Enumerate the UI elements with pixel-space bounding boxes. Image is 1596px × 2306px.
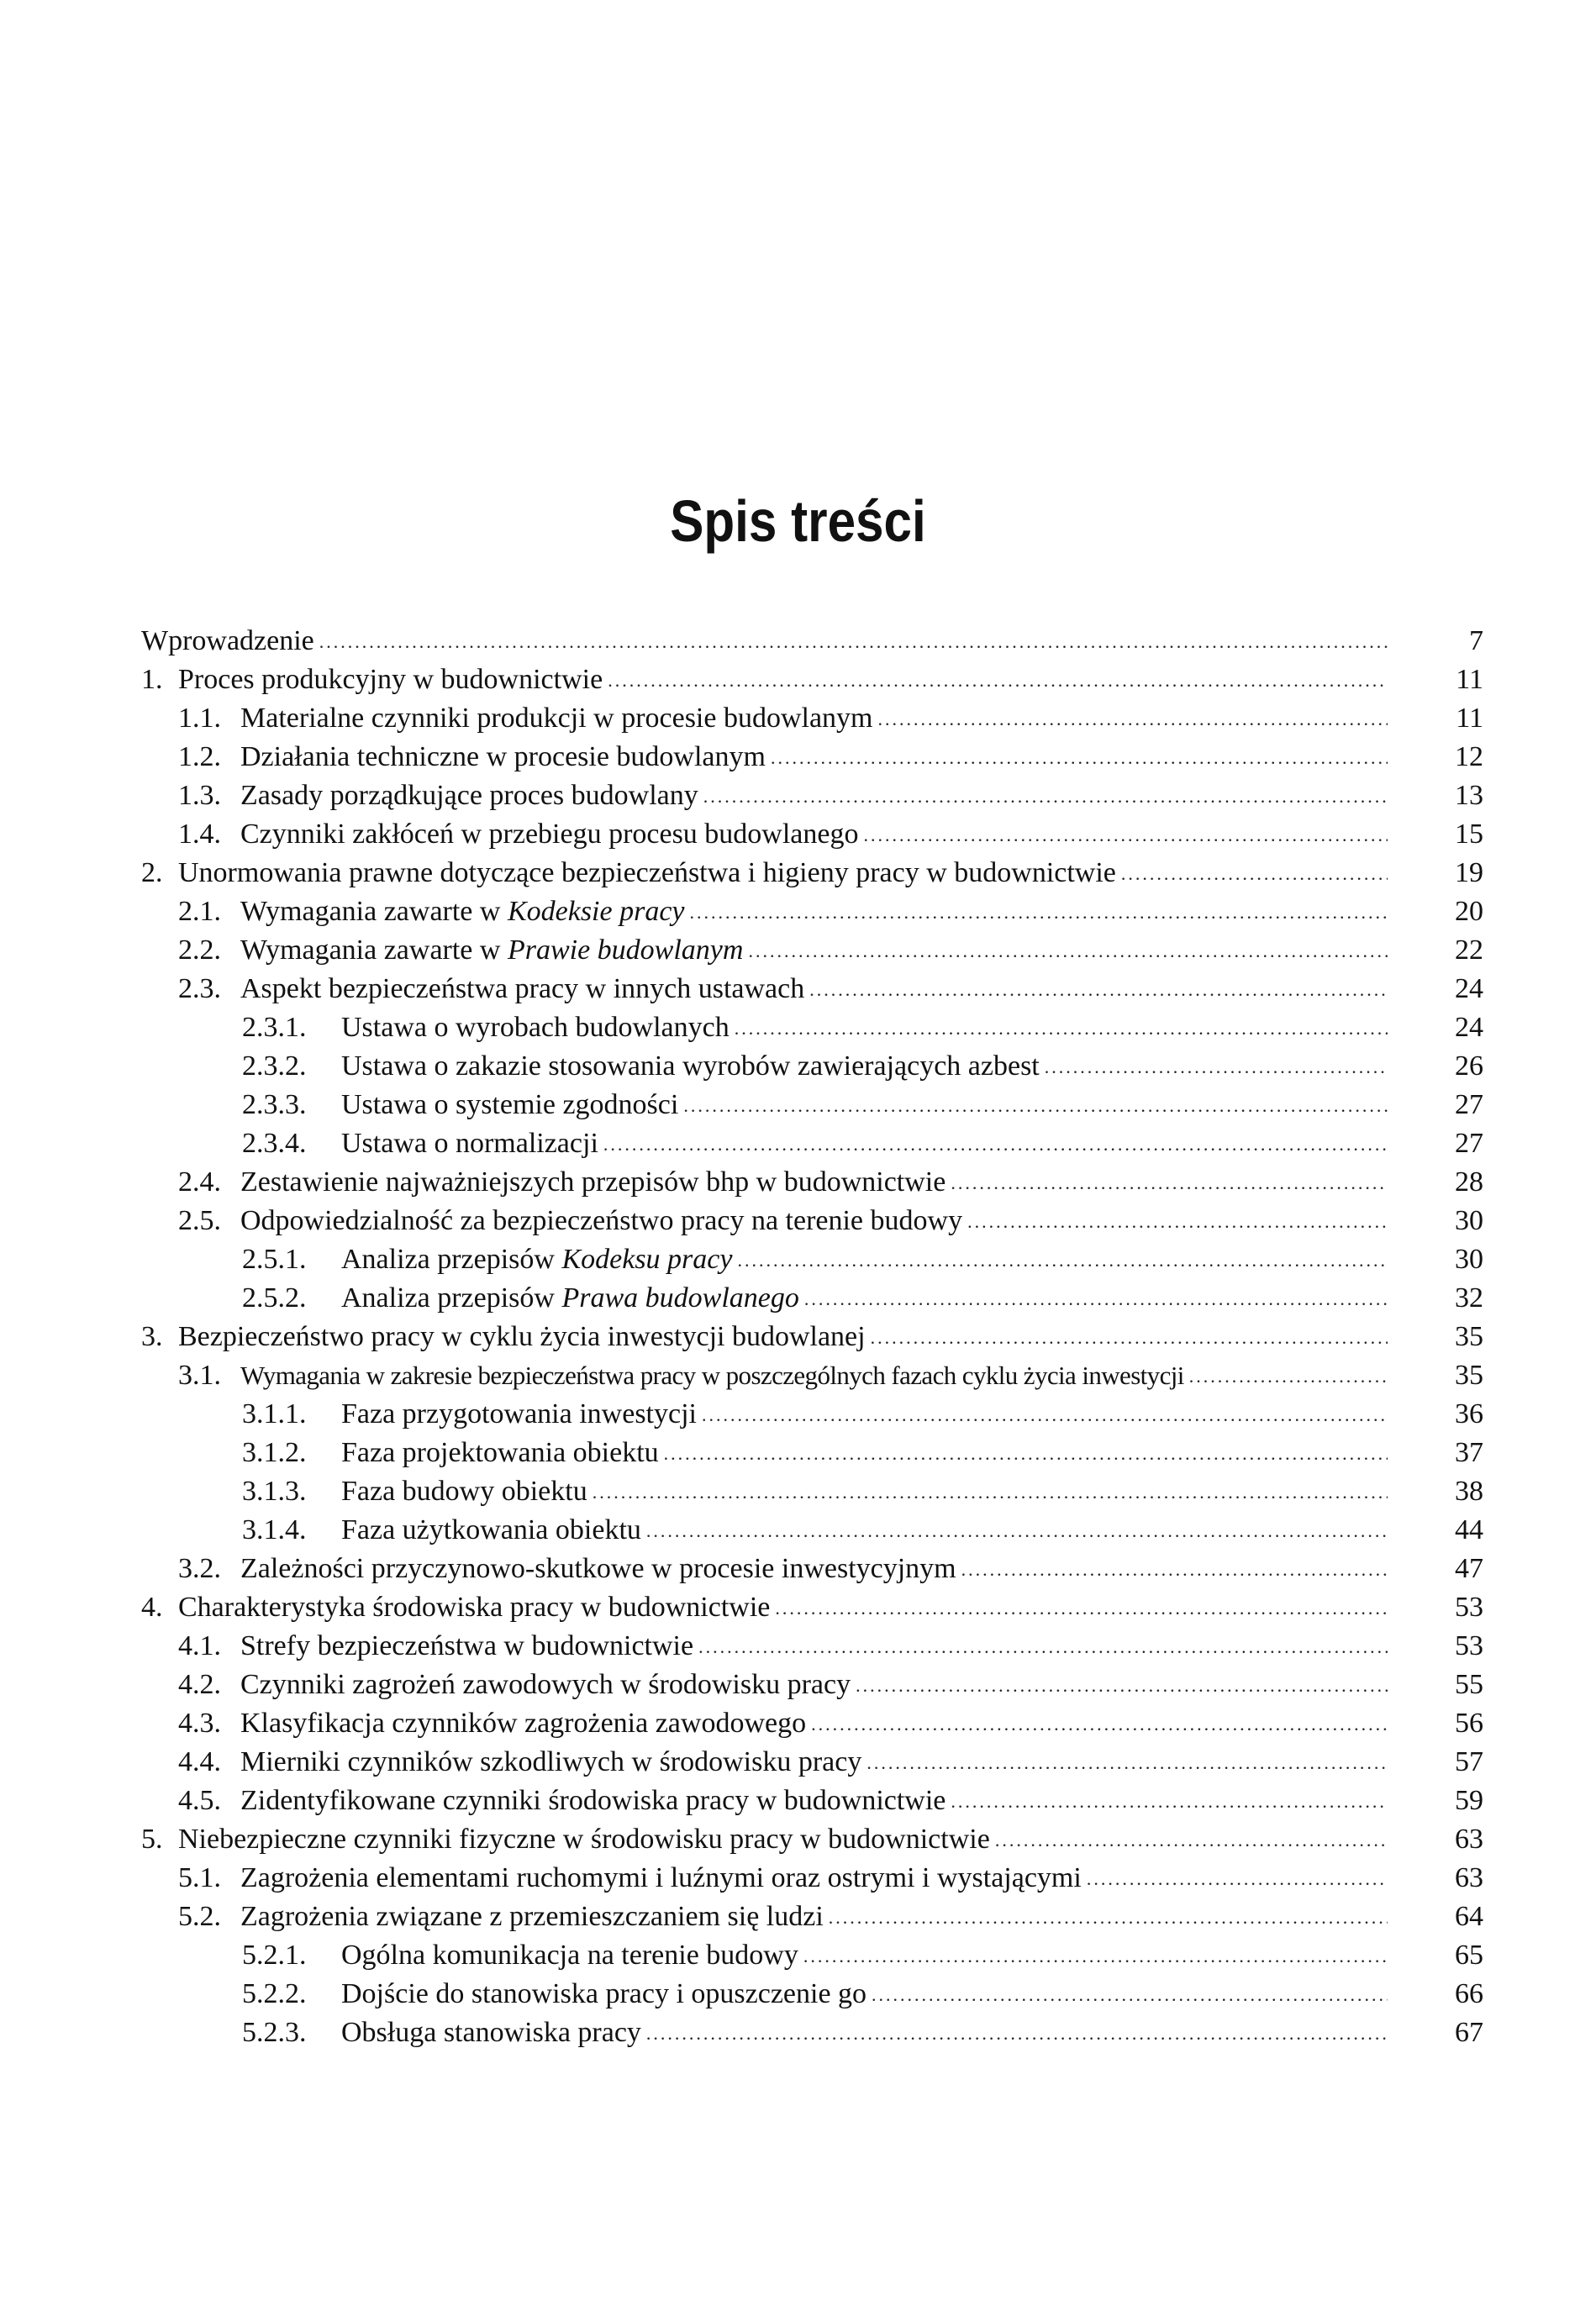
toc-entry-title: Czynniki zagrożeń zawodowych w środowisku pracy (240, 1669, 851, 1700)
toc-dot-leader (603, 1125, 1388, 1164)
toc-entry-number: 2.5.2. (242, 1282, 307, 1314)
toc-dot-leader (809, 971, 1388, 1009)
toc-entry[interactable] (178, 815, 1391, 854)
toc-entry[interactable] (141, 1588, 1391, 1627)
toc-dot-leader (664, 1435, 1388, 1473)
toc-entry-page-number: 32 (1455, 1282, 1483, 1314)
toc-dot-leader (646, 1512, 1388, 1550)
toc-dot-leader (863, 816, 1388, 855)
toc-dot-leader (1121, 855, 1388, 893)
toc-entry[interactable] (178, 1356, 1391, 1395)
toc-dot-leader (866, 1744, 1388, 1782)
toc-entry[interactable] (242, 2014, 1391, 2052)
toc-entry-page-number: 64 (1455, 1901, 1483, 1932)
toc-dot-leader (803, 1937, 1388, 1976)
toc-entry-number: 5. (141, 1824, 163, 1855)
toc-dot-leader (811, 1705, 1388, 1744)
toc-entry[interactable] (242, 1240, 1391, 1279)
toc-entry-title: Faza przygotowania inwestycji (341, 1398, 697, 1429)
toc-entry-number: 1.1. (178, 703, 221, 734)
toc-entry-number: 2.3.1. (242, 1012, 307, 1043)
toc-entry-number: 4.5. (178, 1785, 221, 1816)
toc-entry-page-number: 27 (1455, 1089, 1483, 1120)
toc-entry-title: Ustawa o wyrobach budowlanych (341, 1012, 730, 1043)
toc-dot-leader (804, 1280, 1388, 1319)
toc-entry[interactable] (141, 661, 1391, 699)
toc-entry-number: 5.2.2. (242, 1978, 307, 2009)
toc-dot-leader (646, 2014, 1388, 2053)
toc-entry-page-number: 63 (1455, 1862, 1483, 1893)
toc-entry-number: 2.5. (178, 1205, 221, 1236)
toc-entry-title: Zasady porządkujące proces budowlany (240, 780, 698, 811)
toc-entry-title-italic: Kodeksu pracy (561, 1244, 733, 1275)
toc-entry[interactable] (178, 1627, 1391, 1666)
toc-entry[interactable] (178, 1743, 1391, 1782)
toc-entry-page-number: 15 (1455, 819, 1483, 850)
toc-dot-leader (737, 1241, 1388, 1280)
toc-entry[interactable] (178, 1666, 1391, 1704)
toc-entry-title-prefix: Analiza przepisów (341, 1244, 562, 1275)
toc-dot-leader (1189, 1357, 1388, 1396)
toc-entry-title: Materialne czynniki produkcji w procesie budowlanym (240, 703, 873, 734)
toc-entry-page-number: 53 (1455, 1630, 1483, 1661)
toc-entry-title: Działania techniczne w procesie budowlanym (240, 741, 766, 772)
toc-entry[interactable] (242, 1936, 1391, 1975)
toc-entry-title (341, 1279, 799, 1318)
toc-entry[interactable] (242, 1047, 1391, 1086)
toc-entry-number: 4.1. (178, 1630, 221, 1661)
toc-entry-page-number: 11 (1456, 703, 1483, 734)
toc-entry-page-number: 28 (1455, 1166, 1483, 1198)
toc-entry-title: Aspekt bezpieczeństwa pracy w innych ustawach (240, 973, 805, 1004)
toc-entry[interactable] (242, 1395, 1391, 1434)
toc-entry-title-prefix: Wymagania zawarte w (240, 935, 508, 966)
toc-entry-title: Strefy bezpieczeństwa w budownictwie (240, 1630, 694, 1661)
toc-entry[interactable] (178, 1202, 1391, 1240)
toc-dot-leader (702, 1396, 1388, 1435)
toc-dot-leader (608, 661, 1388, 700)
toc-dot-leader (951, 1782, 1388, 1821)
toc-entry-number: 1. (141, 664, 163, 695)
toc-entry-title: Proces produkcyjny w budownictwie (178, 664, 603, 695)
toc-entry-title: Ogólna komunikacja na terenie budowy (341, 1940, 798, 1971)
toc-entry-page-number: 19 (1455, 857, 1483, 888)
toc-entry[interactable] (178, 892, 1391, 931)
toc-entry-page-number: 65 (1455, 1940, 1483, 1971)
toc-entry-page-number: 7 (1469, 625, 1483, 656)
toc-entry-number: 2.5.1. (242, 1244, 307, 1275)
toc-entry-title-prefix: Analiza przepisów (341, 1282, 562, 1314)
toc-entry-number: 2.3.4. (242, 1128, 307, 1159)
toc-entry-number: 3.1.4. (242, 1514, 307, 1545)
toc-entry-title: Ustawa o systemie zgodności (341, 1089, 679, 1120)
toc-entry[interactable] (141, 622, 1391, 661)
toc-entry-title-prefix: Wymagania zawarte w (240, 896, 508, 927)
toc-entry-number: 2.4. (178, 1166, 221, 1198)
toc-entry-title: Dojście do stanowiska pracy i opuszczenie go (341, 1978, 867, 2009)
toc-entry-page-number: 30 (1455, 1244, 1483, 1275)
toc-entry[interactable] (242, 1472, 1391, 1511)
toc-dot-leader (872, 1976, 1388, 2014)
toc-entry-title: Niebezpieczne czynniki fizyczne w środowisku pracy w budownictwie (178, 1824, 990, 1855)
toc-entry-page-number: 20 (1455, 896, 1483, 927)
toc-entry-page-number: 35 (1455, 1360, 1483, 1391)
toc-dot-leader (735, 1009, 1388, 1048)
toc-dot-leader (698, 1628, 1388, 1666)
toc-entry-title: Czynniki zakłóceń w przebiegu procesu budowlanego (240, 819, 859, 850)
toc-entry-title (341, 1240, 732, 1279)
toc-dot-leader (1087, 1860, 1388, 1898)
toc-entry-number: 3.1.1. (242, 1398, 307, 1429)
toc-entry-title: Odpowiedzialność za bezpieczeństwo pracy na terenie budowy (240, 1205, 963, 1236)
toc-entry-title: Wprowadzenie (141, 625, 314, 656)
toc-entry-number: 2.3.3. (242, 1089, 307, 1120)
toc-entry-page-number: 66 (1455, 1978, 1483, 2009)
toc-entry[interactable] (141, 1820, 1391, 1859)
toc-entry-number: 5.2.1. (242, 1940, 307, 1971)
toc-entry-page-number: 11 (1456, 664, 1483, 695)
toc-entry-number: 4.4. (178, 1746, 221, 1777)
toc-entry-number: 1.4. (178, 819, 221, 850)
toc-entry-page-number: 59 (1455, 1785, 1483, 1816)
toc-dot-leader (995, 1821, 1388, 1860)
toc-entry-number: 5.2.3. (242, 2017, 307, 2048)
toc-entry-page-number: 57 (1455, 1746, 1483, 1777)
toc-entry-page-number: 30 (1455, 1205, 1483, 1236)
toc-entry-title: Klasyfikacja czynników zagrożenia zawodowego (240, 1708, 807, 1739)
toc-dot-leader (951, 1164, 1388, 1203)
page-title: Spis treści (670, 488, 926, 554)
toc-entry-number: 5.1. (178, 1862, 221, 1893)
toc-entry-number: 1.2. (178, 741, 221, 772)
toc-entry-page-number: 67 (1455, 2017, 1483, 2048)
toc-entry-title-italic: Kodeksie pracy (507, 896, 685, 927)
toc-entry-page-number: 63 (1455, 1824, 1483, 1855)
toc-entry[interactable] (178, 777, 1391, 815)
toc-entry-title: Faza projektowania obiektu (341, 1437, 659, 1468)
toc-entry-page-number: 35 (1455, 1321, 1483, 1352)
toc-entry[interactable] (242, 1086, 1391, 1124)
toc-entry-title-italic: Prawie budowlanym (507, 935, 744, 966)
toc-entry-number: 4.3. (178, 1708, 221, 1739)
toc-entry[interactable] (242, 1511, 1391, 1550)
toc-entry-number: 3. (141, 1321, 163, 1352)
toc-entry-number: 3.1. (178, 1360, 221, 1391)
toc-entry[interactable] (178, 970, 1391, 1008)
toc-entry-page-number: 26 (1455, 1050, 1483, 1082)
toc-entry-number: 3.1.2. (242, 1437, 307, 1468)
toc-entry-title: Faza budowy obiektu (341, 1476, 587, 1507)
toc-entry[interactable] (141, 854, 1391, 892)
toc-entry-number: 2. (141, 857, 163, 888)
toc-entry-title (240, 931, 743, 970)
toc-entry-number: 2.3. (178, 973, 221, 1004)
toc-dot-leader (748, 932, 1388, 971)
toc-dot-leader (775, 1589, 1388, 1628)
toc-entry-title: Ustawa o normalizacji (341, 1128, 598, 1159)
toc-entry-page-number: 27 (1455, 1128, 1483, 1159)
toc-dot-leader (961, 1550, 1388, 1589)
toc-entry[interactable] (242, 1124, 1391, 1163)
toc-entry[interactable] (178, 1163, 1391, 1202)
toc-dot-leader (829, 1898, 1388, 1937)
toc-entry-title-italic: Prawa budowlanego (561, 1282, 799, 1314)
toc-dot-leader (871, 1319, 1388, 1357)
toc-entry[interactable] (242, 1975, 1391, 2014)
toc-entry-title: Obsługa stanowiska pracy (341, 2017, 641, 2048)
toc-entry-number: 3.2. (178, 1553, 221, 1584)
toc-dot-leader (856, 1666, 1388, 1705)
toc-entry-number: 4.2. (178, 1669, 221, 1700)
toc-entry[interactable] (178, 1704, 1391, 1743)
toc-entry-title: Bezpieczeństwo pracy w cyklu życia inwestycji budowlanej (178, 1321, 866, 1352)
toc-entry[interactable] (242, 1279, 1391, 1318)
toc-entry-page-number: 24 (1455, 1012, 1483, 1043)
toc-entry-title: Mierniki czynników szkodliwych w środowisku pracy (240, 1746, 862, 1777)
toc-dot-leader (1045, 1048, 1388, 1087)
toc-entry-title: Zestawienie najważniejszych przepisów bhp w budownictwie (240, 1166, 946, 1198)
toc-entry[interactable] (178, 931, 1391, 970)
toc-entry[interactable] (242, 1008, 1391, 1047)
toc-entry-page-number: 47 (1455, 1553, 1483, 1584)
toc-entry[interactable] (178, 1782, 1391, 1820)
toc-entry[interactable] (178, 1859, 1391, 1898)
toc-entry-title: Wymagania w zakresie bezpieczeństwa pracy w poszczególnych fazach cyklu życia inwestycji (240, 1361, 1184, 1390)
toc-entry-page-number: 24 (1455, 973, 1483, 1004)
toc-dot-leader (878, 700, 1388, 739)
toc-entry-title: Zidentyfikowane czynniki środowiska pracy w budownictwie (240, 1785, 946, 1816)
toc-entry-title: Charakterystyka środowiska pracy w budownictwie (178, 1592, 771, 1623)
toc-entry-title: Zagrożenia elementami ruchomymi i luźnymi oraz ostrymi i wystającymi (240, 1862, 1082, 1893)
toc-entry-title: Zależności przyczynowo-skutkowe w procesie inwestycyjnym (240, 1553, 956, 1584)
toc-entry-page-number: 38 (1455, 1476, 1483, 1507)
toc-entry-page-number: 56 (1455, 1708, 1483, 1739)
toc-entry-number: 5.2. (178, 1901, 221, 1932)
toc-entry[interactable] (242, 1434, 1391, 1472)
toc-entry[interactable] (178, 738, 1391, 777)
toc-entry-page-number: 22 (1455, 935, 1483, 966)
toc-entry-number: 1.3. (178, 780, 221, 811)
toc-entry[interactable] (178, 699, 1391, 738)
toc-entry-number: 3.1.3. (242, 1476, 307, 1507)
toc-dot-leader (593, 1473, 1388, 1512)
toc-entry-title: Ustawa o zakazie stosowania wyrobów zawierających azbest (341, 1050, 1040, 1082)
toc-entry-page-number: 55 (1455, 1669, 1483, 1700)
toc-entry-title: Unormowania prawne dotyczące bezpieczeństwa i higieny pracy w budownictwie (178, 857, 1116, 888)
toc-entry-page-number: 12 (1455, 741, 1483, 772)
toc-entry[interactable] (178, 1898, 1391, 1936)
toc-dot-leader (683, 1087, 1388, 1125)
toc-entry-title: Faza użytkowania obiektu (341, 1514, 641, 1545)
toc-entry-page-number: 37 (1455, 1437, 1483, 1468)
toc-dot-leader (771, 739, 1388, 777)
toc-entry-title: Zagrożenia związane z przemieszczaniem się ludzi (240, 1901, 824, 1932)
toc-dot-leader (967, 1203, 1388, 1241)
toc-entry[interactable] (178, 1550, 1391, 1588)
toc-dot-leader (690, 893, 1388, 932)
toc-dot-leader (703, 777, 1388, 816)
toc-entry-page-number: 13 (1455, 780, 1483, 811)
toc-dot-leader (319, 623, 1388, 661)
toc-entry-title (240, 892, 685, 931)
toc-entry-number: 2.1. (178, 896, 221, 927)
toc-entry-number: 2.2. (178, 935, 221, 966)
toc-entry-number: 2.3.2. (242, 1050, 307, 1082)
toc-entry-number: 4. (141, 1592, 163, 1623)
toc-entry-page-number: 36 (1455, 1398, 1483, 1429)
toc-entry-page-number: 44 (1455, 1514, 1483, 1545)
toc-entry-page-number: 53 (1455, 1592, 1483, 1623)
toc-entry[interactable] (141, 1318, 1391, 1356)
